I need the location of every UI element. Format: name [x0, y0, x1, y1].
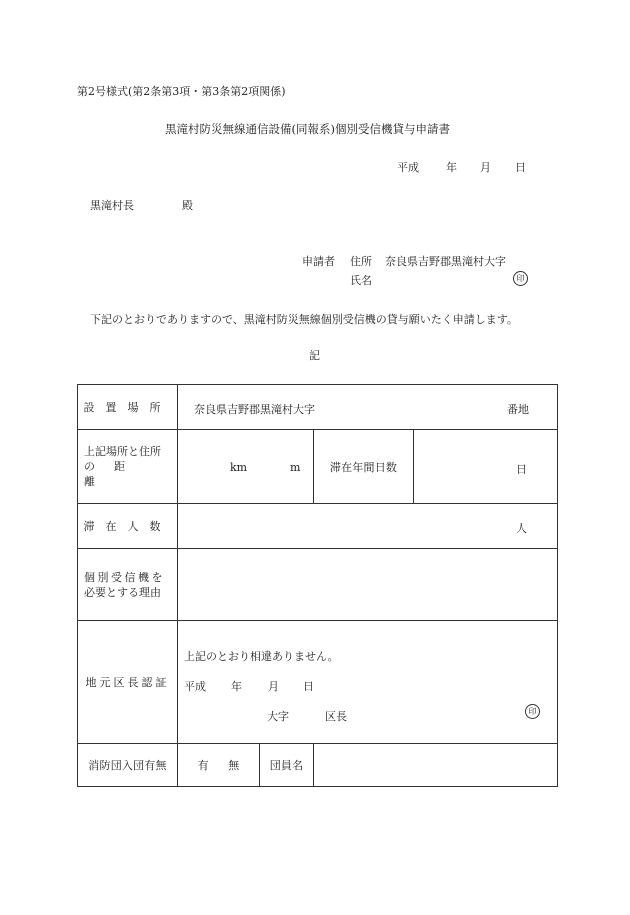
label-distance-line2: の距離 — [84, 460, 144, 488]
location-suffix: 番地 — [507, 403, 529, 416]
label-cell-location — [78, 385, 178, 430]
value-cell-persons[interactable] — [178, 504, 558, 549]
ki-mark: 記 — [309, 349, 320, 362]
label-location: 設置場所 — [83, 401, 172, 414]
body-text: 下記のとおりでありますので、黒滝村防災無線個別受信機の貸与願いたく申請します。 — [90, 313, 518, 326]
row-chief-certification — [78, 621, 558, 744]
unit-m: m — [290, 461, 301, 474]
label-cell-distance — [78, 430, 178, 504]
row-reason — [78, 549, 558, 621]
date-month: 月 — [480, 161, 491, 174]
row-distance — [78, 430, 558, 504]
form-number: 第2号様式(第2条第3項・第3条第2項関係) — [77, 85, 286, 98]
value-cell-yes-no[interactable] — [178, 744, 260, 787]
value-cell-distance[interactable] — [178, 430, 314, 504]
label-chief: 地元区長認証 — [85, 676, 170, 689]
chief-date-day: 日 — [303, 680, 314, 693]
option-yes[interactable]: 有 — [197, 759, 209, 772]
label-cell-fire-brigade — [78, 744, 178, 787]
applicant-address-value: 奈良県吉野郡黒滝村大字 — [385, 255, 506, 268]
unit-km: km — [230, 461, 248, 474]
value-cell-member-name[interactable] — [314, 744, 558, 787]
applicant-address-label: 住所 — [350, 255, 372, 268]
chief-date-era: 平成 — [184, 680, 206, 693]
label-fire-brigade: 消防団入団有無 — [88, 759, 167, 772]
option-no[interactable]: 無 — [228, 759, 240, 772]
applicant-seal-icon: 印 — [513, 271, 528, 286]
application-table — [77, 384, 558, 787]
chief-date-year: 年 — [231, 680, 242, 693]
value-cell-chief[interactable] — [178, 621, 558, 744]
date-year: 年 — [446, 161, 457, 174]
chief-seal-icon: 印 — [525, 704, 540, 719]
document-title: 黒滝村防災無線通信設備(同報系)個別受信機貸与申請書 — [165, 122, 450, 136]
label-reason-line1: 個別受信機を — [84, 570, 165, 584]
label-cell-persons — [78, 504, 178, 549]
applicant-name-label: 氏名 — [350, 274, 372, 287]
date-day: 日 — [515, 161, 526, 174]
label-stay-days: 滞在年間日数 — [329, 460, 398, 474]
chief-aza: 大字 — [267, 710, 289, 723]
value-cell-reason[interactable] — [178, 549, 558, 621]
row-persons — [78, 504, 558, 549]
location-value: 奈良県吉野郡黒滝村大字 — [194, 403, 315, 416]
persons-unit: 人 — [516, 522, 527, 535]
chief-confirm-text: 上記のとおり相違ありません。 — [184, 650, 339, 663]
applicant-label: 申請者 — [302, 255, 335, 268]
value-cell-location[interactable] — [178, 385, 558, 430]
date-era: 平成 — [397, 161, 419, 174]
chief-kucho: 区長 — [325, 710, 347, 723]
label-cell-chief — [78, 621, 178, 744]
recipient-honorific: 殿 — [182, 199, 193, 212]
label-persons: 滞在人数 — [83, 520, 172, 533]
recipient-name: 黒滝村長 — [90, 199, 134, 212]
chief-date-month: 月 — [268, 680, 279, 693]
row-location — [78, 385, 558, 430]
label-member-name: 団員名 — [269, 759, 304, 772]
label-cell-reason — [78, 549, 178, 621]
label-cell-stay-days — [314, 430, 414, 504]
label-reason-line2: 必要とする理由 — [84, 585, 161, 599]
label-distance-line1: 上記場所と住所 — [84, 445, 161, 458]
row-fire-brigade — [78, 744, 558, 787]
label-cell-member-name — [260, 744, 314, 787]
stay-days-unit: 日 — [516, 463, 527, 476]
value-cell-stay-days[interactable] — [414, 430, 558, 504]
